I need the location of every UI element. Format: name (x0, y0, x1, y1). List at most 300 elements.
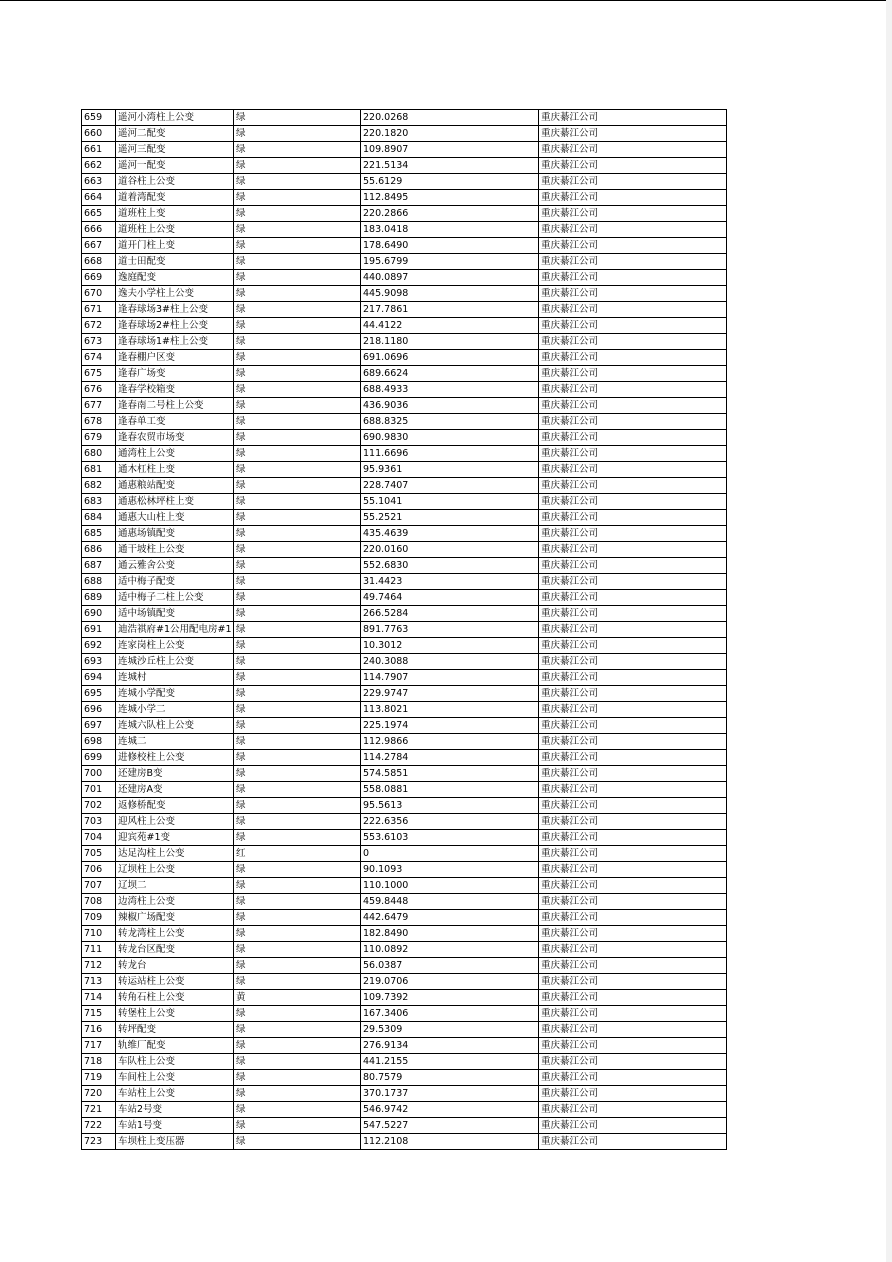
table-row (82, 622, 727, 638)
company-cell: 重庆綦江公司 (539, 1134, 727, 1150)
value-cell: 195.6799 (361, 254, 539, 270)
value-cell: 688.8325 (361, 414, 539, 430)
company-cell: 重庆綦江公司 (539, 862, 727, 878)
station-name-cell: 逢春南二号柱上公变 (116, 398, 234, 414)
station-name-cell: 遥河小湾柱上公变 (116, 110, 234, 126)
station-name-cell: 道着湾配变 (116, 190, 234, 206)
row-number-cell: 704 (82, 830, 116, 846)
company-cell: 重庆綦江公司 (539, 942, 727, 958)
table-row (82, 1070, 727, 1086)
company-cell: 重庆綦江公司 (539, 382, 727, 398)
company-cell: 重庆綦江公司 (539, 558, 727, 574)
table-row (82, 254, 727, 270)
station-name-cell: 转坪配变 (116, 1022, 234, 1038)
value-cell: 558.0881 (361, 782, 539, 798)
station-name-cell: 逢春球场3#柱上公变 (116, 302, 234, 318)
row-number-cell: 674 (82, 350, 116, 366)
company-cell: 重庆綦江公司 (539, 990, 727, 1006)
value-cell: 109.7392 (361, 990, 539, 1006)
station-name-cell: 连城小学二 (116, 702, 234, 718)
table-row (82, 318, 727, 334)
station-name-cell: 道士田配变 (116, 254, 234, 270)
station-name-cell: 转龙湾柱上公变 (116, 926, 234, 942)
row-number-cell: 719 (82, 1070, 116, 1086)
company-cell: 重庆綦江公司 (539, 958, 727, 974)
row-number-cell: 686 (82, 542, 116, 558)
value-cell: 370.1737 (361, 1086, 539, 1102)
status-cell: 绿 (234, 334, 361, 350)
station-name-cell: 道班柱上公变 (116, 222, 234, 238)
value-cell: 55.2521 (361, 510, 539, 526)
status-cell: 绿 (234, 1006, 361, 1022)
table-row (82, 638, 727, 654)
company-cell: 重庆綦江公司 (539, 158, 727, 174)
status-cell: 绿 (234, 590, 361, 606)
status-cell: 绿 (234, 958, 361, 974)
company-cell: 重庆綦江公司 (539, 878, 727, 894)
row-number-cell: 659 (82, 110, 116, 126)
status-cell: 绿 (234, 766, 361, 782)
status-cell: 绿 (234, 558, 361, 574)
table-row (82, 974, 727, 990)
table-row (82, 958, 727, 974)
row-number-cell: 692 (82, 638, 116, 654)
company-cell: 重庆綦江公司 (539, 574, 727, 590)
row-number-cell: 679 (82, 430, 116, 446)
status-cell: 黄 (234, 990, 361, 1006)
company-cell: 重庆綦江公司 (539, 590, 727, 606)
company-cell: 重庆綦江公司 (539, 126, 727, 142)
value-cell: 95.9361 (361, 462, 539, 478)
company-cell: 重庆綦江公司 (539, 894, 727, 910)
status-cell: 绿 (234, 526, 361, 542)
value-cell: 0 (361, 846, 539, 862)
row-number-cell: 683 (82, 494, 116, 510)
station-name-cell: 车站柱上公变 (116, 1086, 234, 1102)
company-cell: 重庆綦江公司 (539, 686, 727, 702)
table-row (82, 1102, 727, 1118)
value-cell: 553.6103 (361, 830, 539, 846)
status-cell: 绿 (234, 718, 361, 734)
company-cell: 重庆綦江公司 (539, 494, 727, 510)
station-name-cell: 道班柱上变 (116, 206, 234, 222)
row-number-cell: 673 (82, 334, 116, 350)
status-cell: 绿 (234, 110, 361, 126)
status-cell: 绿 (234, 142, 361, 158)
station-name-cell: 遥河二配变 (116, 126, 234, 142)
row-number-cell: 708 (82, 894, 116, 910)
value-cell: 49.7464 (361, 590, 539, 606)
row-number-cell: 681 (82, 462, 116, 478)
status-cell: 绿 (234, 270, 361, 286)
table-row (82, 1134, 727, 1150)
station-name-cell: 车站2号变 (116, 1102, 234, 1118)
row-number-cell: 695 (82, 686, 116, 702)
company-cell: 重庆綦江公司 (539, 430, 727, 446)
company-cell: 重庆綦江公司 (539, 654, 727, 670)
value-cell: 220.0160 (361, 542, 539, 558)
station-name-cell: 还建房A变 (116, 782, 234, 798)
table-row (82, 926, 727, 942)
table-row (82, 414, 727, 430)
company-cell: 重庆綦江公司 (539, 318, 727, 334)
table-row (82, 670, 727, 686)
status-cell: 绿 (234, 926, 361, 942)
company-cell: 重庆綦江公司 (539, 446, 727, 462)
row-number-cell: 702 (82, 798, 116, 814)
table-row (82, 382, 727, 398)
station-name-cell: 返修桥配变 (116, 798, 234, 814)
status-cell: 绿 (234, 238, 361, 254)
station-name-cell: 车坝柱上变压器 (116, 1134, 234, 1150)
station-name-cell: 逢春学校箱变 (116, 382, 234, 398)
status-cell: 绿 (234, 830, 361, 846)
table-row (82, 190, 727, 206)
row-number-cell: 668 (82, 254, 116, 270)
table-row (82, 286, 727, 302)
status-cell: 绿 (234, 446, 361, 462)
status-cell: 绿 (234, 654, 361, 670)
table-row (82, 1118, 727, 1134)
company-cell: 重庆綦江公司 (539, 238, 727, 254)
station-name-cell: 逢春球场1#柱上公变 (116, 334, 234, 350)
status-cell: 绿 (234, 414, 361, 430)
row-number-cell: 676 (82, 382, 116, 398)
table-row (82, 302, 727, 318)
status-cell: 绿 (234, 478, 361, 494)
status-cell: 绿 (234, 878, 361, 894)
table-row (82, 526, 727, 542)
value-cell: 90.1093 (361, 862, 539, 878)
row-number-cell: 700 (82, 766, 116, 782)
company-cell: 重庆綦江公司 (539, 798, 727, 814)
status-cell: 绿 (234, 686, 361, 702)
transformer-table (81, 109, 727, 1150)
row-number-cell: 713 (82, 974, 116, 990)
company-cell: 重庆綦江公司 (539, 478, 727, 494)
value-cell: 435.4639 (361, 526, 539, 542)
table-row (82, 654, 727, 670)
table-row (82, 894, 727, 910)
table-row (82, 718, 727, 734)
status-cell: 绿 (234, 494, 361, 510)
company-cell: 重庆綦江公司 (539, 638, 727, 654)
station-name-cell: 连城村 (116, 670, 234, 686)
status-cell: 绿 (234, 622, 361, 638)
value-cell: 109.8907 (361, 142, 539, 158)
status-cell: 绿 (234, 382, 361, 398)
row-number-cell: 675 (82, 366, 116, 382)
status-cell: 绿 (234, 638, 361, 654)
company-cell: 重庆綦江公司 (539, 782, 727, 798)
value-cell: 110.1000 (361, 878, 539, 894)
value-cell: 222.6356 (361, 814, 539, 830)
table-row (82, 1054, 727, 1070)
station-name-cell: 逸庭配变 (116, 270, 234, 286)
company-cell: 重庆綦江公司 (539, 1070, 727, 1086)
value-cell: 689.6624 (361, 366, 539, 382)
status-cell: 绿 (234, 190, 361, 206)
row-number-cell: 662 (82, 158, 116, 174)
row-number-cell: 684 (82, 510, 116, 526)
row-number-cell: 670 (82, 286, 116, 302)
company-cell: 重庆綦江公司 (539, 174, 727, 190)
value-cell: 546.9742 (361, 1102, 539, 1118)
row-number-cell: 690 (82, 606, 116, 622)
company-cell: 重庆綦江公司 (539, 510, 727, 526)
value-cell: 441.2155 (361, 1054, 539, 1070)
table-row (82, 1086, 727, 1102)
status-cell: 绿 (234, 814, 361, 830)
table-row (82, 1006, 727, 1022)
table-row (82, 910, 727, 926)
table-row (82, 446, 727, 462)
company-cell: 重庆綦江公司 (539, 670, 727, 686)
value-cell: 229.9747 (361, 686, 539, 702)
company-cell: 重庆綦江公司 (539, 926, 727, 942)
table-row (82, 846, 727, 862)
station-name-cell: 通惠松林坪柱上变 (116, 494, 234, 510)
status-cell: 绿 (234, 302, 361, 318)
company-cell: 重庆綦江公司 (539, 462, 727, 478)
value-cell: 221.5134 (361, 158, 539, 174)
row-number-cell: 691 (82, 622, 116, 638)
status-cell: 绿 (234, 1134, 361, 1150)
row-number-cell: 705 (82, 846, 116, 862)
table-row (82, 270, 727, 286)
value-cell: 182.8490 (361, 926, 539, 942)
value-cell: 218.1180 (361, 334, 539, 350)
row-number-cell: 715 (82, 1006, 116, 1022)
value-cell: 691.0696 (361, 350, 539, 366)
station-name-cell: 车间柱上公变 (116, 1070, 234, 1086)
status-cell: 绿 (234, 798, 361, 814)
station-name-cell: 通干坡柱上公变 (116, 542, 234, 558)
station-name-cell: 逢春棚户区变 (116, 350, 234, 366)
station-name-cell: 转堡柱上公变 (116, 1006, 234, 1022)
value-cell: 442.6479 (361, 910, 539, 926)
table-row (82, 862, 727, 878)
company-cell: 重庆綦江公司 (539, 1118, 727, 1134)
value-cell: 459.8448 (361, 894, 539, 910)
station-name-cell: 车队柱上公变 (116, 1054, 234, 1070)
value-cell: 113.8021 (361, 702, 539, 718)
status-cell: 绿 (234, 1054, 361, 1070)
status-cell: 绿 (234, 750, 361, 766)
station-name-cell: 还建房B变 (116, 766, 234, 782)
station-name-cell: 连城沙丘柱上公变 (116, 654, 234, 670)
company-cell: 重庆綦江公司 (539, 734, 727, 750)
company-cell: 重庆綦江公司 (539, 910, 727, 926)
station-name-cell: 逢春单工变 (116, 414, 234, 430)
station-name-cell: 通湾柱上公变 (116, 446, 234, 462)
station-name-cell: 转龙台 (116, 958, 234, 974)
row-number-cell: 711 (82, 942, 116, 958)
table-row (82, 510, 727, 526)
status-cell: 绿 (234, 1038, 361, 1054)
station-name-cell: 逢春广场变 (116, 366, 234, 382)
row-number-cell: 672 (82, 318, 116, 334)
row-number-cell: 707 (82, 878, 116, 894)
row-number-cell: 720 (82, 1086, 116, 1102)
row-number-cell: 680 (82, 446, 116, 462)
company-cell: 重庆綦江公司 (539, 846, 727, 862)
company-cell: 重庆綦江公司 (539, 286, 727, 302)
station-name-cell: 辽坝柱上公变 (116, 862, 234, 878)
value-cell: 44.4122 (361, 318, 539, 334)
company-cell: 重庆綦江公司 (539, 1102, 727, 1118)
status-cell: 绿 (234, 398, 361, 414)
status-cell: 绿 (234, 366, 361, 382)
status-cell: 绿 (234, 222, 361, 238)
row-number-cell: 698 (82, 734, 116, 750)
value-cell: 276.9134 (361, 1038, 539, 1054)
value-cell: 547.5227 (361, 1118, 539, 1134)
status-cell: 绿 (234, 350, 361, 366)
table-row (82, 350, 727, 366)
status-cell: 绿 (234, 318, 361, 334)
value-cell: 445.9098 (361, 286, 539, 302)
value-cell: 219.0706 (361, 974, 539, 990)
company-cell: 重庆綦江公司 (539, 974, 727, 990)
table-row (82, 142, 727, 158)
value-cell: 56.0387 (361, 958, 539, 974)
station-name-cell: 遥河三配变 (116, 142, 234, 158)
station-name-cell: 逢春球场2#柱上公变 (116, 318, 234, 334)
table-row (82, 990, 727, 1006)
company-cell: 重庆綦江公司 (539, 222, 727, 238)
value-cell: 110.0892 (361, 942, 539, 958)
station-name-cell: 通惠场镇配变 (116, 526, 234, 542)
status-cell: 绿 (234, 174, 361, 190)
table-row (82, 110, 727, 126)
table-row (82, 558, 727, 574)
row-number-cell: 678 (82, 414, 116, 430)
company-cell: 重庆綦江公司 (539, 350, 727, 366)
row-number-cell: 701 (82, 782, 116, 798)
table-row (82, 398, 727, 414)
status-cell: 绿 (234, 942, 361, 958)
company-cell: 重庆綦江公司 (539, 718, 727, 734)
status-cell: 绿 (234, 606, 361, 622)
row-number-cell: 712 (82, 958, 116, 974)
row-number-cell: 714 (82, 990, 116, 1006)
status-cell: 绿 (234, 974, 361, 990)
company-cell: 重庆綦江公司 (539, 366, 727, 382)
table-row (82, 590, 727, 606)
status-cell: 绿 (234, 734, 361, 750)
table-row (82, 494, 727, 510)
station-name-cell: 转龙台区配变 (116, 942, 234, 958)
table-row (82, 1022, 727, 1038)
value-cell: 240.3088 (361, 654, 539, 670)
row-number-cell: 706 (82, 862, 116, 878)
table-row (82, 478, 727, 494)
station-name-cell: 轨维厂配变 (116, 1038, 234, 1054)
value-cell: 225.1974 (361, 718, 539, 734)
status-cell: 绿 (234, 670, 361, 686)
table-row (82, 542, 727, 558)
row-number-cell: 709 (82, 910, 116, 926)
table-row (82, 734, 727, 750)
value-cell: 112.9866 (361, 734, 539, 750)
company-cell: 重庆綦江公司 (539, 1006, 727, 1022)
value-cell: 31.4423 (361, 574, 539, 590)
row-number-cell: 661 (82, 142, 116, 158)
row-number-cell: 722 (82, 1118, 116, 1134)
row-number-cell: 703 (82, 814, 116, 830)
status-cell: 绿 (234, 430, 361, 446)
table-row (82, 766, 727, 782)
station-name-cell: 通木杠柱上变 (116, 462, 234, 478)
company-cell: 重庆綦江公司 (539, 206, 727, 222)
station-name-cell: 道开门柱上变 (116, 238, 234, 254)
status-cell: 绿 (234, 1070, 361, 1086)
value-cell: 690.9830 (361, 430, 539, 446)
value-cell: 167.3406 (361, 1006, 539, 1022)
company-cell: 重庆綦江公司 (539, 1022, 727, 1038)
table-row (82, 238, 727, 254)
table-row (82, 158, 727, 174)
status-cell: 绿 (234, 894, 361, 910)
station-name-cell: 连城小学配变 (116, 686, 234, 702)
value-cell: 183.0418 (361, 222, 539, 238)
status-cell: 绿 (234, 782, 361, 798)
status-cell: 绿 (234, 910, 361, 926)
row-number-cell: 685 (82, 526, 116, 542)
status-cell: 绿 (234, 1118, 361, 1134)
row-number-cell: 696 (82, 702, 116, 718)
company-cell: 重庆綦江公司 (539, 526, 727, 542)
company-cell: 重庆綦江公司 (539, 542, 727, 558)
status-cell: 绿 (234, 702, 361, 718)
table-row (82, 206, 727, 222)
table-row (82, 366, 727, 382)
company-cell: 重庆綦江公司 (539, 334, 727, 350)
table-row (82, 222, 727, 238)
value-cell: 114.7907 (361, 670, 539, 686)
table-row (82, 574, 727, 590)
value-cell: 178.6490 (361, 238, 539, 254)
table-row (82, 942, 727, 958)
row-number-cell: 660 (82, 126, 116, 142)
status-cell: 绿 (234, 510, 361, 526)
station-name-cell: 适中梅子二柱上公变 (116, 590, 234, 606)
row-number-cell: 697 (82, 718, 116, 734)
row-number-cell: 665 (82, 206, 116, 222)
table-row (82, 878, 727, 894)
value-cell: 220.2866 (361, 206, 539, 222)
table-row (82, 814, 727, 830)
status-cell: 绿 (234, 286, 361, 302)
station-name-cell: 转运站柱上公变 (116, 974, 234, 990)
value-cell: 440.0897 (361, 270, 539, 286)
value-cell: 220.1820 (361, 126, 539, 142)
station-name-cell: 辽坝二 (116, 878, 234, 894)
company-cell: 重庆綦江公司 (539, 1054, 727, 1070)
company-cell: 重庆綦江公司 (539, 750, 727, 766)
company-cell: 重庆綦江公司 (539, 606, 727, 622)
table-row (82, 782, 727, 798)
company-cell: 重庆綦江公司 (539, 1086, 727, 1102)
row-number-cell: 710 (82, 926, 116, 942)
station-name-cell: 通云雅舍公变 (116, 558, 234, 574)
company-cell: 重庆綦江公司 (539, 702, 727, 718)
row-number-cell: 687 (82, 558, 116, 574)
table-body (82, 110, 727, 1150)
company-cell: 重庆綦江公司 (539, 254, 727, 270)
station-name-cell: 逸夫小学柱上公变 (116, 286, 234, 302)
